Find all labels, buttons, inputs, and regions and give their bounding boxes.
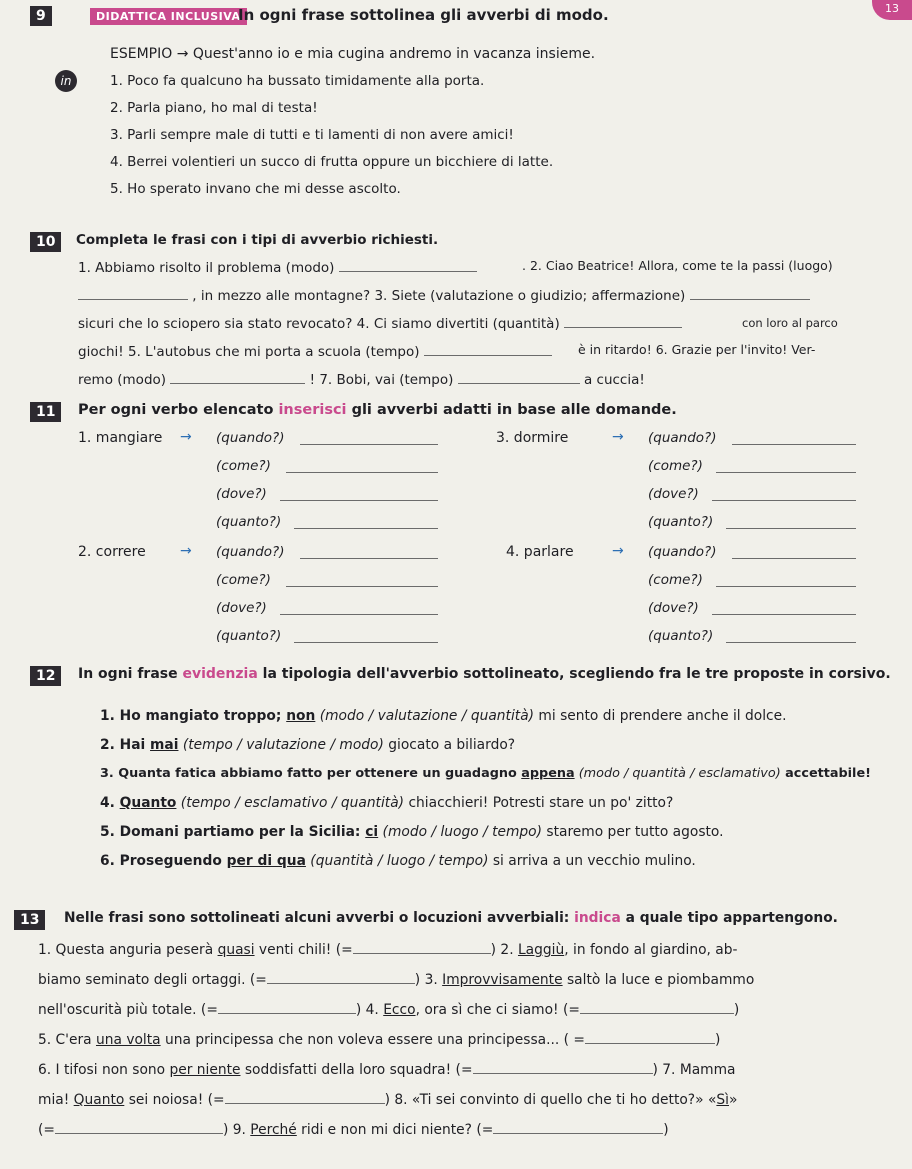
answer-blank[interactable] — [280, 487, 438, 501]
text-line — [78, 370, 645, 388]
underlined-adverb: Ecco — [383, 1002, 416, 1018]
list-item — [100, 737, 515, 753]
text-fragment: 1. Abbiamo risolto il problema (modo) — [78, 260, 335, 276]
question-label: (dove?) — [216, 486, 267, 502]
answer-blank[interactable] — [339, 258, 477, 272]
instruction-part: gli avverbi adatti in base alle domande. — [346, 402, 677, 418]
text-fragment: (= — [38, 1122, 55, 1138]
text-fragment: 6. Proseguendo — [100, 853, 227, 869]
arrow-icon: → — [612, 429, 624, 445]
instruction-highlight: indica — [574, 910, 621, 926]
text-line — [78, 314, 682, 332]
text-fragment: 2. Hai — [100, 737, 151, 753]
list-item — [100, 824, 724, 840]
arrow-icon: → — [180, 543, 192, 559]
question-label: (quando?) — [216, 544, 285, 560]
question-label: (quanto?) — [216, 514, 282, 530]
answer-blank[interactable] — [716, 459, 856, 473]
list-item: 1. Poco fa qualcuno ha bussato timidamente alla porta. — [110, 73, 485, 89]
exercise-12 — [0, 658, 912, 878]
underlined-adverb: ci — [365, 824, 379, 840]
text-fragment: nell'oscurità più totale. (= — [38, 1002, 218, 1018]
verb-label: 2. correre — [78, 544, 146, 560]
choice-options[interactable]: (modo / luogo / tempo) — [378, 824, 542, 840]
text-line: è in ritardo! 6. Grazie per l'invito! Ver- — [578, 342, 816, 357]
underlined-adverb: Perché — [250, 1122, 297, 1138]
text-fragment: biamo seminato degli ortaggi. (= — [38, 972, 267, 988]
underlined-adverb: Improvvisamente — [442, 972, 563, 988]
list-item: 5. Ho sperato invano che mi desse ascolto. — [110, 181, 401, 197]
list-item: 4. Berrei volentieri un succo di frutta oppure un bicchiere di latte. — [110, 154, 554, 170]
text-fragment: saltò la luce e piombammo — [562, 972, 755, 988]
arrow-icon: → — [180, 429, 192, 445]
answer-blank[interactable] — [280, 601, 438, 615]
example-line: ESEMPIO → Quest'anno io e mia cugina andremo in vacanza insieme. — [110, 46, 596, 62]
underlined-adverb: non — [286, 708, 316, 724]
answer-blank[interactable] — [78, 286, 188, 300]
underlined-adverb: per di qua — [226, 853, 306, 869]
exercise-9 — [0, 0, 912, 200]
instruction-part: Nelle frasi sono sottolineati alcuni avverbi o locuzioni avverbiali: — [64, 910, 575, 926]
text-fragment: ) — [714, 1032, 721, 1048]
answer-blank[interactable] — [473, 1060, 653, 1074]
text-line — [38, 1120, 669, 1138]
list-item — [100, 766, 871, 781]
text-line — [38, 1030, 720, 1048]
verb-label: 4. parlare — [506, 544, 574, 560]
answer-blank[interactable] — [286, 573, 438, 587]
text-fragment: ) 8. «Ti sei convinto di quello che ti ho detto?» « — [384, 1092, 717, 1108]
text-line — [78, 342, 552, 360]
text-line — [78, 286, 810, 304]
exercise-number: 11 — [30, 402, 61, 422]
text-fragment: ) — [663, 1122, 669, 1138]
question-label: (dove?) — [648, 600, 699, 616]
answer-blank[interactable] — [493, 1120, 663, 1134]
text-fragment: mi sento di prendere anche il dolce. — [534, 708, 787, 724]
text-fragment: venti chili! (= — [254, 942, 353, 958]
instruction-part: Per ogni verbo elencato — [78, 402, 279, 418]
text-fragment: giochi! 5. L'autobus che mi porta a scuola (tempo) — [78, 344, 420, 360]
text-fragment: 1. Ho mangiato troppo; — [100, 708, 287, 724]
underlined-adverb: una volta — [95, 1032, 161, 1048]
answer-blank[interactable] — [712, 601, 856, 615]
in-icon: in — [55, 70, 77, 92]
answer-blank[interactable] — [300, 545, 438, 559]
list-item: 2. Parla piano, ho mal di testa! — [110, 100, 318, 116]
answer-blank[interactable] — [712, 487, 856, 501]
answer-blank[interactable] — [225, 1090, 385, 1104]
text-line — [78, 258, 477, 276]
answer-blank[interactable] — [726, 629, 856, 643]
underlined-adverb: Laggiù — [517, 942, 565, 958]
text-fragment: ! 7. Bobi, vai (tempo) — [309, 372, 454, 388]
exercise-instruction — [64, 910, 838, 926]
underlined-adverb: Sì — [716, 1092, 729, 1108]
choice-options[interactable]: (quantità / luogo / tempo) — [305, 853, 489, 869]
verb-label: 3. dormire — [496, 430, 569, 446]
text-fragment: ) 7. Mamma — [652, 1062, 736, 1078]
exercise-instruction: Completa le frasi con i tipi di avverbio richiesti. — [76, 232, 439, 248]
exercise-13 — [0, 906, 912, 1169]
text-fragment: una principessa che non voleva essere una principessa... ( = — [160, 1032, 585, 1048]
didattica-inclusiva-badge: DIDATTICA INCLUSIVA — [90, 8, 247, 25]
answer-blank[interactable] — [732, 431, 856, 445]
text-fragment: 5. C'era — [38, 1032, 96, 1048]
exercise-instruction — [78, 402, 677, 418]
underlined-adverb: Quanto — [119, 795, 177, 811]
text-fragment: ) 2. — [490, 942, 518, 958]
verb-label: 1. mangiare — [78, 430, 163, 446]
exercise-10 — [0, 222, 912, 388]
text-fragment: ) — [733, 1002, 740, 1018]
page-corner-mark: 13 — [872, 0, 912, 20]
question-label: (quando?) — [648, 544, 717, 560]
answer-blank[interactable] — [732, 545, 856, 559]
list-item — [100, 708, 787, 724]
text-fragment: accettabile! — [780, 766, 871, 781]
exercise-instruction — [78, 666, 891, 682]
text-fragment: , in fondo al giardino, ab- — [564, 942, 738, 958]
underlined-adverb: per niente — [169, 1062, 241, 1078]
text-fragment: 1. Questa anguria peserà — [38, 942, 218, 958]
exercise-number: 12 — [30, 666, 61, 686]
answer-blank[interactable] — [55, 1120, 223, 1134]
list-item — [100, 795, 673, 811]
answer-blank[interactable] — [424, 342, 552, 356]
text-line — [38, 970, 754, 988]
text-line: . 2. Ciao Beatrice! Allora, come te la passi (luogo) — [522, 258, 833, 273]
answer-blank[interactable] — [458, 370, 580, 384]
answer-blank[interactable] — [170, 370, 305, 384]
text-line: con loro al parco — [742, 316, 838, 330]
text-fragment: » — [729, 1092, 738, 1108]
answer-blank[interactable] — [585, 1030, 715, 1044]
answer-blank[interactable] — [294, 629, 438, 643]
question-label: (come?) — [648, 458, 703, 474]
list-item — [100, 853, 696, 869]
text-line — [38, 1090, 737, 1108]
instruction-part: In ogni frase — [78, 666, 183, 682]
choice-options[interactable]: (modo / quantità / esclamativo) — [574, 766, 781, 781]
text-fragment: 3. Quanta fatica abbiamo fatto per ottenere un guadagno — [100, 766, 522, 781]
answer-blank[interactable] — [580, 1000, 734, 1014]
text-fragment: ) 9. — [222, 1122, 251, 1138]
instruction-part: a quale tipo appartengono. — [620, 910, 838, 926]
instruction-part: la tipologia dell'avverbio sottolineato, scegliendo fra le tre proposte in corsivo. — [257, 666, 891, 682]
text-fragment: staremo per tutto agosto. — [542, 824, 724, 840]
answer-blank[interactable] — [690, 286, 810, 300]
text-fragment: si arriva a un vecchio mulino. — [488, 853, 696, 869]
exercise-number: 10 — [30, 232, 61, 252]
text-fragment: 4. — [100, 795, 120, 811]
choice-options[interactable]: (modo / valutazione / quantità) — [315, 708, 535, 724]
text-fragment: , ora sì che ci siamo! (= — [415, 1002, 580, 1018]
question-label: (come?) — [648, 572, 703, 588]
text-fragment: giocato a biliardo? — [383, 737, 516, 753]
instruction-highlight: inserisci — [278, 402, 347, 418]
answer-blank[interactable] — [218, 1000, 356, 1014]
exercise-instruction: In ogni frase sottolinea gli avverbi di modo. — [238, 6, 609, 24]
answer-blank[interactable] — [267, 970, 415, 984]
text-fragment: ) 4. — [355, 1002, 384, 1018]
underlined-adverb: quasi — [217, 942, 255, 958]
answer-blank[interactable] — [294, 515, 438, 529]
answer-blank[interactable] — [564, 314, 682, 328]
underlined-adverb: appena — [521, 766, 575, 781]
text-fragment: , in mezzo alle montagne? 3. Siete (valutazione o giudizio; affermazione) — [192, 288, 686, 304]
question-label: (quando?) — [648, 430, 717, 446]
text-line — [38, 1060, 736, 1078]
text-fragment: 5. Domani partiamo per la Sicilia: — [100, 824, 366, 840]
choice-options[interactable]: (tempo / valutazione / modo) — [178, 737, 384, 753]
text-line — [38, 940, 737, 958]
text-fragment: mia! — [38, 1092, 74, 1108]
text-line — [38, 1000, 739, 1018]
text-fragment: sicuri che lo sciopero sia stato revocato? 4. Ci siamo divertiti (quantità) — [78, 316, 560, 332]
answer-blank[interactable] — [300, 431, 438, 445]
answer-blank[interactable] — [726, 515, 856, 529]
instruction-highlight: evidenzia — [182, 666, 258, 682]
exercise-11 — [0, 394, 912, 644]
question-label: (quanto?) — [216, 628, 282, 644]
text-fragment: ) 3. — [414, 972, 443, 988]
text-fragment: sei noiosa! (= — [124, 1092, 225, 1108]
choice-options[interactable]: (tempo / esclamativo / quantità) — [176, 795, 405, 811]
underlined-adverb: mai — [150, 737, 179, 753]
question-label: (quanto?) — [648, 514, 714, 530]
question-label: (come?) — [216, 572, 271, 588]
text-fragment: soddisfatti della loro squadra! (= — [240, 1062, 473, 1078]
question-label: (quanto?) — [648, 628, 714, 644]
question-label: (dove?) — [648, 486, 699, 502]
list-item: 3. Parli sempre male di tutti e ti lamenti di non avere amici! — [110, 127, 514, 143]
underlined-adverb: Quanto — [73, 1092, 125, 1108]
exercise-number: 13 — [14, 910, 45, 930]
exercise-number: 9 — [30, 6, 52, 26]
question-label: (come?) — [216, 458, 271, 474]
arrow-icon: → — [612, 543, 624, 559]
answer-blank[interactable] — [353, 940, 491, 954]
text-fragment: ridi e non mi dici niente? (= — [296, 1122, 494, 1138]
text-fragment: remo (modo) — [78, 372, 167, 388]
answer-blank[interactable] — [716, 573, 856, 587]
text-fragment: 6. I tifosi non sono — [38, 1062, 170, 1078]
question-label: (quando?) — [216, 430, 285, 446]
answer-blank[interactable] — [286, 459, 438, 473]
text-fragment: chiacchieri! Potresti stare un po' zitto? — [404, 795, 674, 811]
question-label: (dove?) — [216, 600, 267, 616]
text-fragment: a cuccia! — [583, 372, 645, 388]
